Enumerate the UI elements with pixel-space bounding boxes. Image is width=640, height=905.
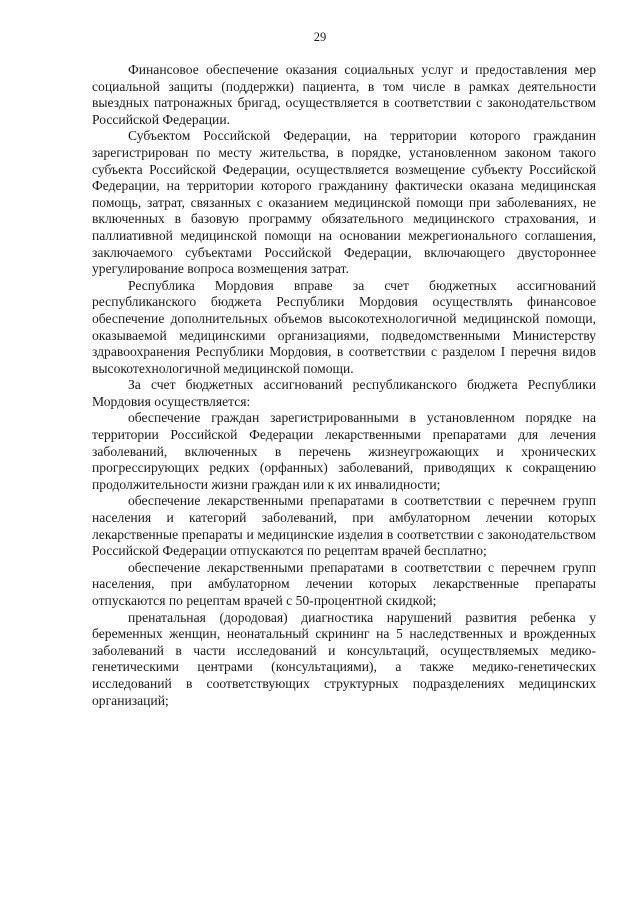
paragraph-discount-drugs: обеспечение лекарственными препаратами в соответствии с перечнем групп населения, при амбулаторном лечении которых лекарственные препараты отпускаются по рецептам врачей с 50-процентной скидкой; [92,559,596,608]
paragraph-orphan-drugs: обеспечение граждан зарегистрированными в установленном порядке на территории Российской Федерации лекарственными препаратами для лечения заболеваний, включенных в перечень жизнеугрожающих и хронических прогрессирующих редких (орфанных) заболеваний, приводящих к сокращению продолжительности жизни граждан или к их инвалидности; [92,410,596,492]
page-number: 29 [313,30,327,44]
paragraph-prenatal-diagnostics: пренатальная (дородовая) диагностика нарушений развития ребенка у беременных женщин, неонатальный скрининг на 5 наследственных и врожденных заболеваний в части исследований и консультаций, осуществляемых медико-генетическими центрами (консультациями), а также медико-генетических исследований в соответствующих структурных подразделениях медицинских организаций; [92,609,596,708]
paragraph-high-tech-care: Республика Мордовия вправе за счет бюджетных ассигнований республиканского бюджета Республики Мордовия осуществлять финансовое обеспечение дополнительных объемов высокотехнологичной медицинской помощи, оказываемой медицинскими организациями, подведомственными Министерству здравоохранения Республики Мордовия, в соответствии с разделом I перечня видов высокотехнологичной медицинской помощи. [92,277,596,376]
paragraph-social-services-financing: Финансовое обеспечение оказания социальных услуг и предоставления мер социальной защиты (поддержки) пациента, в том числе в рамках деятельности выездных патронажных бригад, осуществляется в соответствии с законодательством Российской Федерации. [92,62,596,127]
paragraph-free-drugs: обеспечение лекарственными препаратами в соответствии с перечнем групп населения и категорий заболеваний, при амбулаторном лечении которых лекарственные препараты и медицинские изделия в соответствии с законодательством Российской Федерации отпускаются по рецептам врачей бесплатно; [92,493,596,559]
body-text [92,62,596,709]
paragraph-cost-reimbursement: Субъектом Российской Федерации, на территории которого гражданин зарегистрирован по месту жительства, в порядке, установленном законом такого субъекта Российской Федерации, осуществляется возмещение субъекту Российской Федерации, на территории которого гражданину фактически оказана медицинская помощь, затрат, связанных с оказанием медицинской помощи при заболеваниях, не включенных в базовую программу обязательного медицинского страхования, и паллиативной медицинской помощи на основании межрегионального соглашения, заключаемого субъектами Российской Федерации, включающего двустороннее урегулирование вопроса возмещения затрат. [92,128,596,277]
paragraph-budget-intro: За счет бюджетных ассигнований республиканского бюджета Республики Мордовия осуществляется: [92,377,596,409]
